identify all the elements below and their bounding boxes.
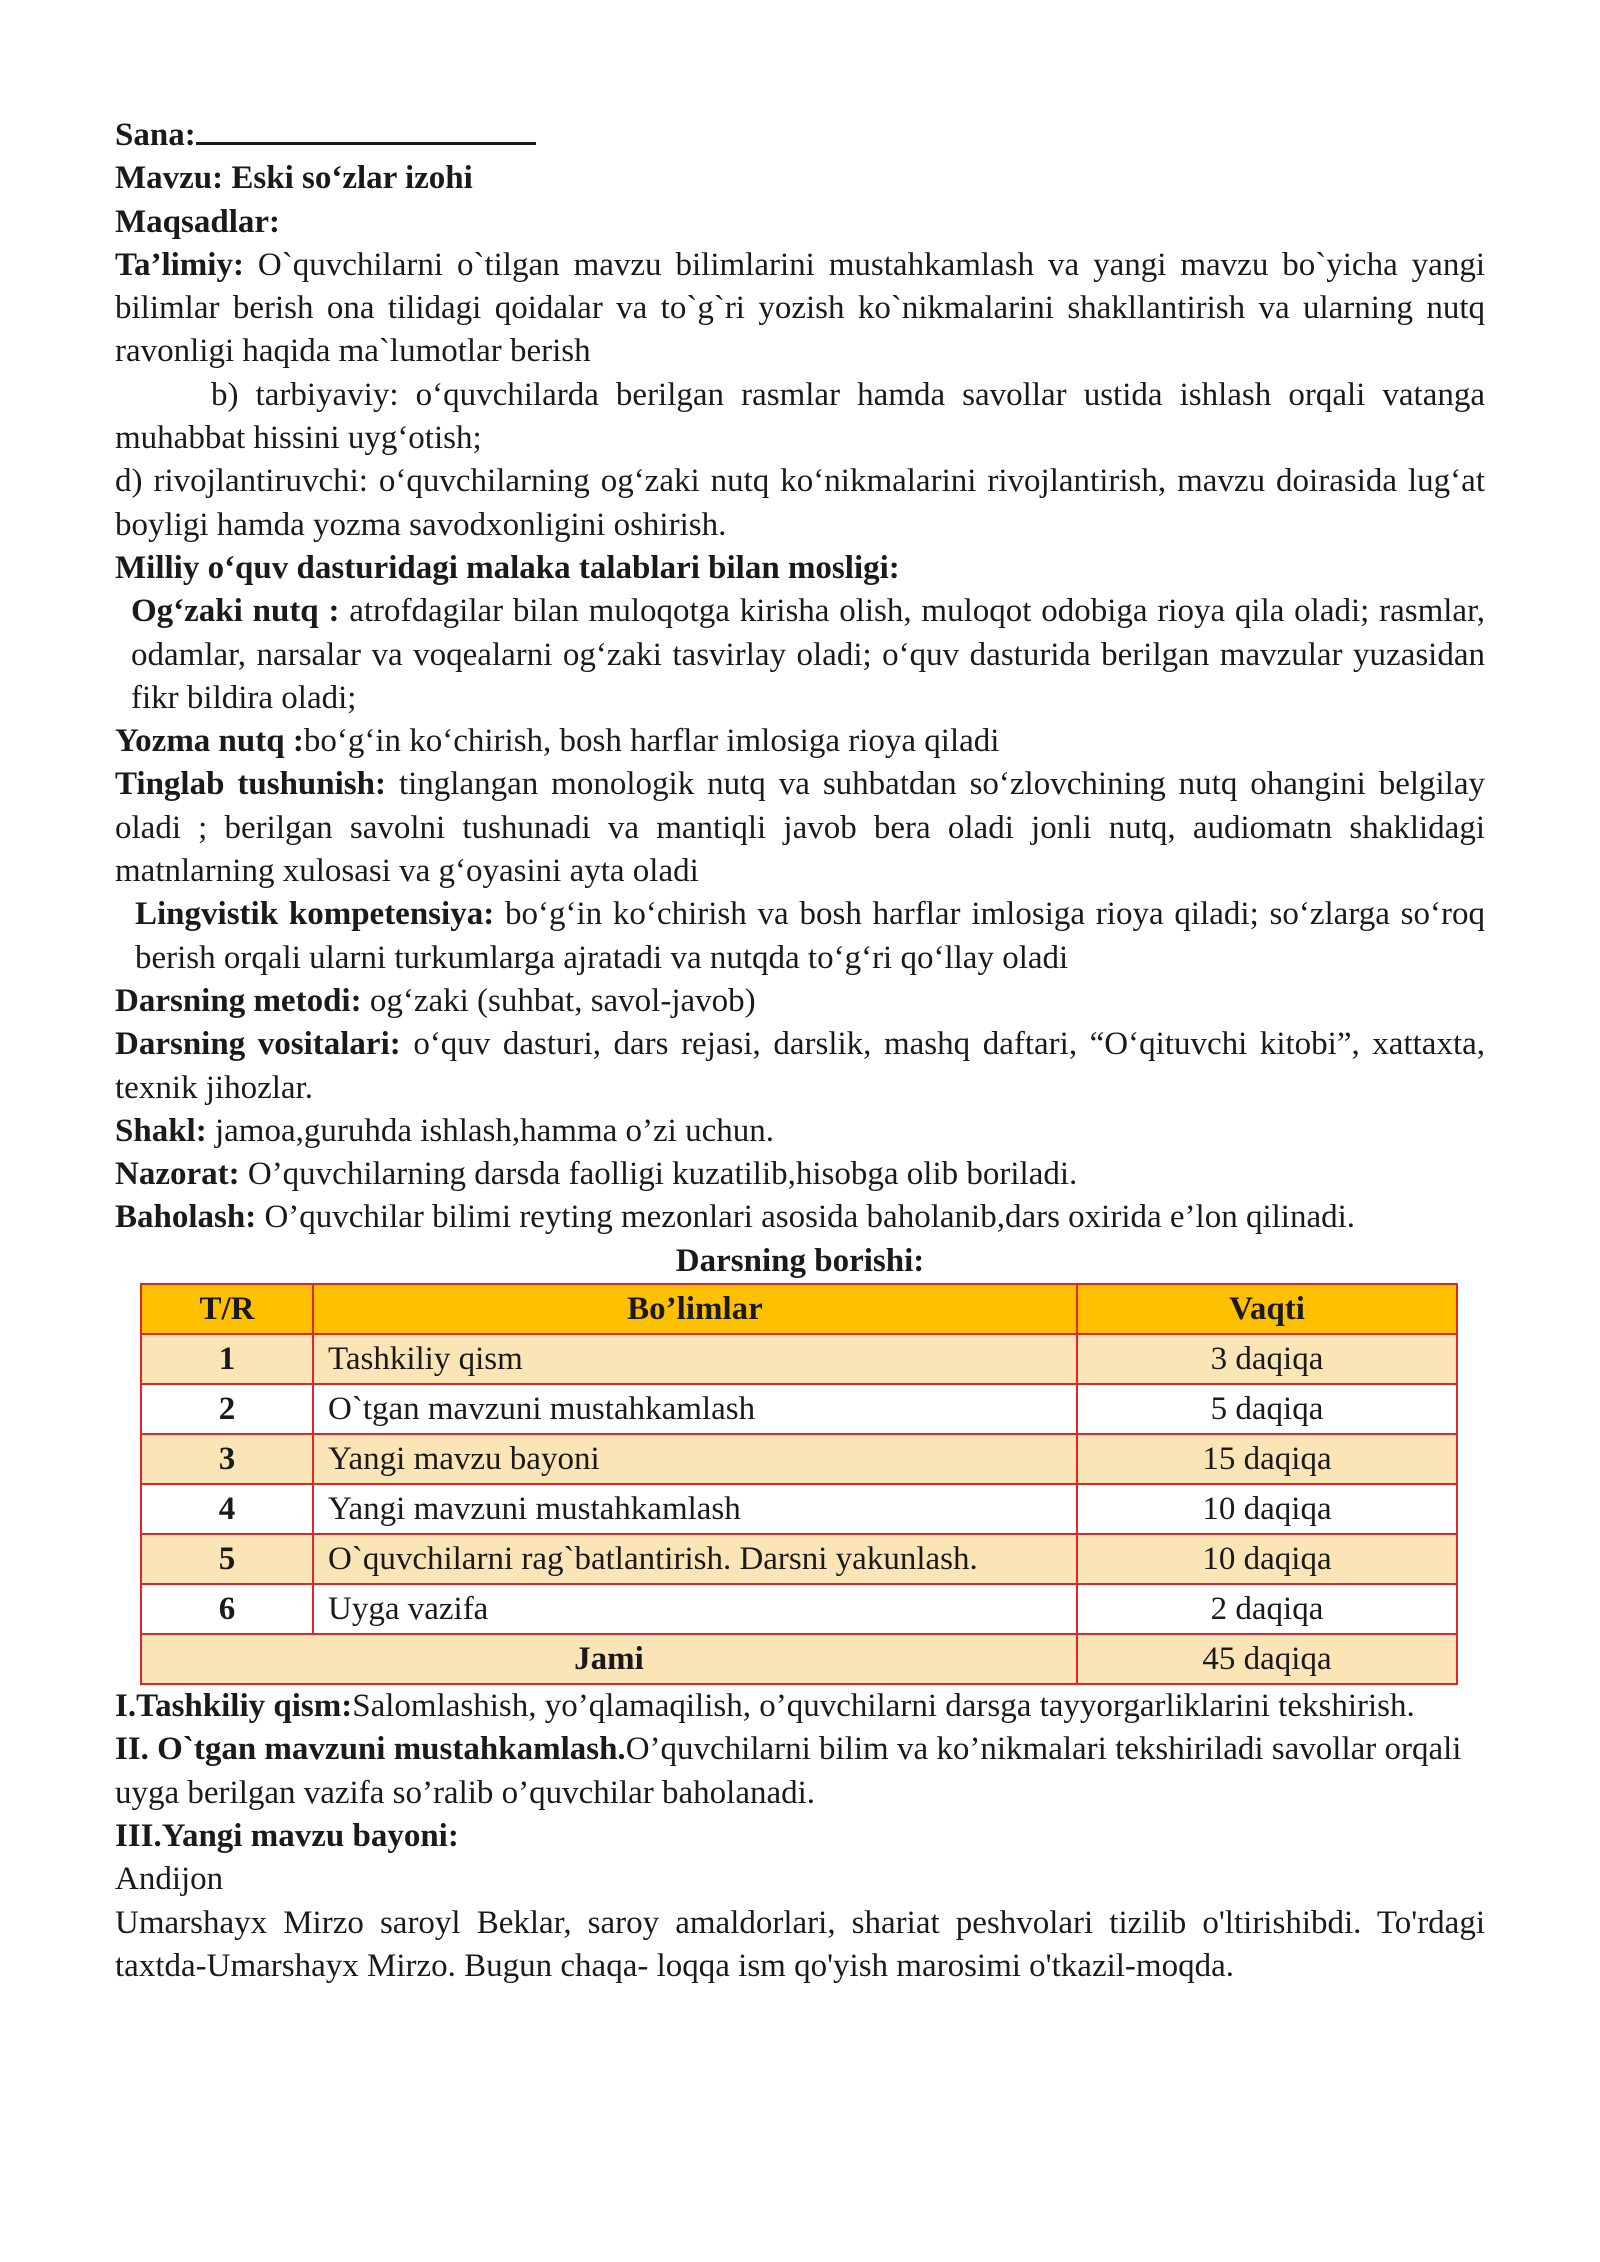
row-section: Tashkiliy qism [313,1334,1077,1384]
req-written-text: bo‘g‘in ko‘chirish, bosh harflar imlosiga rioya qiladi [303,723,1000,760]
requirements-heading: Milliy o‘quv dasturidagi malaka talablari bilan mosligi: [115,549,900,586]
goal-educational-label: Ta’limiy: [115,246,244,283]
lesson-method [115,980,1485,1023]
header-cell-sections: Bo’limlar [313,1284,1077,1334]
lesson-tools-label: Darsning vositalari: [115,1026,401,1063]
req-listening-text: tinglangan monologik nutq va suhbatdan so‘zlovchining nutq ohangini belgilay oladi ; berilgan savolni tushunadi va mantiqli javob bera oladi jonli nutq, audiomatn shaklidagi matnlarning xulosasi va g‘oyasini ayta oladi [115,766,1485,890]
stage-organizational-text: Salomlashish, yo’qlamaqilish, o’quvchilarni darsga tayyorgarliklarini tekshirish. [352,1688,1415,1725]
row-time: 10 daqiqa [1077,1484,1457,1534]
lesson-tools [115,1023,1485,1110]
req-listening [115,763,1485,893]
goal-upbringing: b) tarbiyaviy: o‘quvchilarda berilgan rasmlar hamda savollar ustida ishlash orqali vatanga muhabbat hissini uyg‘otish; [115,376,1485,457]
date-line [115,114,1485,157]
requirements-heading-line [115,547,1485,590]
req-oral-text: atrofdagilar bilan muloqotga kirisha olish, muloqot odobiga rioya qila oladi; rasmlar, odamlar, narsalar va voqealarni og‘zaki tasvirlay oladi; o‘quv dasturida berilgan mavzular yuzasidan fikr bildira oladi; [131,593,1485,716]
row-section: O`quvchilarni rag`batlantirish. Darsni yakunlash. [313,1534,1077,1584]
table-total-row [141,1634,1457,1684]
table-caption: Darsning borishi: [675,1242,925,1279]
lesson-table-wrapper [115,1283,1485,1685]
row-number: 6 [141,1584,313,1634]
topic-title: Mavzu: Eski so‘zlar izohi [115,160,473,197]
lesson-form-text: jamoa,guruhda ishlash,hamma o’zi uchun. [206,1112,774,1149]
table-row [141,1534,1457,1584]
date-blank [196,116,536,145]
lesson-form-label: Shakl: [115,1112,207,1149]
req-linguistic-text: bo‘g‘in ko‘chirish va bosh harflar imlosiga rioya qiladi; so‘zlarga so‘roq berish orqali ularni turkumlarga ajratadi va nutqda to‘g‘ri qo‘llay oladi [135,896,1485,976]
topic-line [115,157,1485,200]
row-time: 15 daqiqa [1077,1434,1457,1484]
lesson-plan-table [140,1283,1458,1685]
table-caption-line [115,1240,1485,1283]
row-time: 5 daqiqa [1077,1384,1457,1434]
table-row [141,1334,1457,1384]
stage-organizational-label: I.Tashkiliy qism: [115,1688,353,1725]
row-time: 10 daqiqa [1077,1534,1457,1584]
lesson-control [115,1153,1485,1196]
goals-heading-line [115,201,1485,244]
table-row [141,1434,1457,1484]
stage-new-topic [115,1815,1485,1858]
lesson-control-label: Nazorat: [115,1156,240,1193]
row-section: Uyga vazifa [313,1584,1077,1634]
stage-review [115,1728,1485,1815]
req-linguistic-label: Lingvistik kompetensiya: [135,896,495,933]
req-written [115,720,1485,763]
total-time: 45 daqiqa [1077,1634,1457,1684]
stage-new-topic-label: III.Yangi mavzu bayoni: [115,1817,459,1854]
table-row [141,1384,1457,1434]
table-row [141,1584,1457,1634]
lesson-assessment [115,1196,1485,1239]
stage-organizational [115,1685,1485,1728]
row-number: 3 [141,1434,313,1484]
row-section: O`tgan mavzuni mustahkamlash [313,1384,1077,1434]
row-number: 1 [141,1334,313,1384]
req-linguistic [115,893,1485,980]
date-label: Sana: [115,117,196,153]
row-time: 3 daqiqa [1077,1334,1457,1384]
row-section: Yangi mavzu bayoni [313,1434,1077,1484]
row-section: Yangi mavzuni mustahkamlash [313,1484,1077,1534]
stage-review-text: O’quvchilarni bilim va ko’nikmalari tekshiriladi savollar orqali uyga berilgan vazifa so’ralib o’quvchilar baholanadi. [115,1731,1462,1811]
lesson-method-text: og‘zaki (suhbat, savol-javob) [361,982,756,1019]
table-row [141,1484,1457,1534]
stage-review-label: II. O`tgan mavzuni mustahkamlash. [115,1731,626,1768]
req-oral [115,590,1485,720]
goal-educational [115,244,1485,374]
lesson-method-label: Darsning metodi: [115,982,362,1019]
row-time: 2 daqiqa [1077,1584,1457,1634]
total-label: Jami [141,1634,1077,1684]
row-number: 5 [141,1534,313,1584]
row-number: 4 [141,1484,313,1534]
document-page [115,114,1485,1988]
lesson-assessment-text: O’quvchilar bilimi reyting mezonlari asosida baholanib,dars oxirida e’lon qilinadi. [256,1199,1356,1236]
goal-educational-text: O`quvchilarni o`tilgan mavzu bilimlarini mustahkamlash va yangi mavzu bo`yicha yangi bilimlar berish ona tilidagi qoidalar va to`g`ri yozish ko`nikmalarini shakllantirish va ularning nutq ravonligi haqida ma`lumotlar berish [115,246,1485,370]
header-cell-time: Vaqti [1077,1284,1457,1334]
lesson-assessment-label: Baholash: [115,1199,257,1236]
goals-heading: Maqsadlar: [115,203,280,240]
goal-developmental: d) rivojlantiruvchi: o‘quvchilarning og‘zaki nutq ko‘nikmalarini rivojlantirish, mavzu doirasida lug‘at boyligi hamda yozma savodxonligini oshirish. [115,463,1485,543]
req-listening-label: Tinglab tushunish: [115,766,386,803]
req-written-label: Yozma nutq : [115,723,304,760]
table-header-row [141,1284,1457,1334]
lesson-form [115,1110,1485,1153]
row-number: 2 [141,1384,313,1434]
header-cell-number: T/R [141,1284,313,1334]
lesson-control-text: O’quvchilarning darsda faolligi kuzatilib,hisobga olib boriladi. [239,1156,1078,1193]
lesson-tools-text: o‘quv dasturi, dars rejasi, darslik, mashq daftari, “O‘qituvchi kitobi”, xattaxta, texnik jihozlar. [115,1026,1486,1106]
story-title: Andijon [115,1861,224,1898]
story-text: Umarshayx Mirzo saroyl Beklar, saroy amaldorlari, shariat peshvolari tizilib o'ltirishibdi. To'rdagi taxtda-Umarshayx Mirzo. Bugun chaqa- loqqa ism qo'yish marosimi o'tkazil-moqda. [115,1904,1485,1984]
req-oral-label: Og‘zaki nutq : [131,593,340,630]
